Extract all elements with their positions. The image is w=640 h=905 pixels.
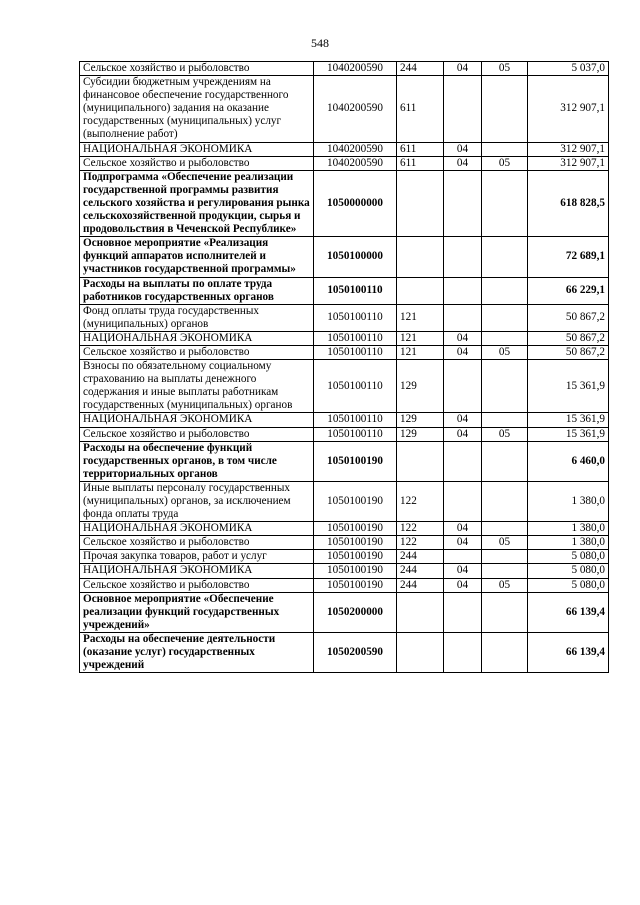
row-amount: 66 229,1 bbox=[528, 277, 609, 304]
row-section bbox=[444, 76, 482, 142]
row-subsection bbox=[482, 481, 528, 521]
row-amount: 15 361,9 bbox=[528, 360, 609, 413]
row-amount: 66 139,4 bbox=[528, 592, 609, 632]
table-row bbox=[80, 550, 609, 564]
table-row bbox=[80, 331, 609, 345]
row-expense-type: 121 bbox=[397, 331, 444, 345]
row-code: 1050100190 bbox=[314, 481, 397, 521]
row-subsection bbox=[482, 522, 528, 536]
row-expense-type: 122 bbox=[397, 536, 444, 550]
row-section: 04 bbox=[444, 62, 482, 76]
row-subsection: 05 bbox=[482, 156, 528, 170]
row-name: Сельское хозяйство и рыболовство bbox=[80, 345, 314, 359]
row-subsection bbox=[482, 331, 528, 345]
row-subsection bbox=[482, 413, 528, 427]
row-code: 1050100110 bbox=[314, 277, 397, 304]
row-subsection bbox=[482, 550, 528, 564]
table-row bbox=[80, 592, 609, 632]
row-code: 1050100190 bbox=[314, 522, 397, 536]
row-subsection: 05 bbox=[482, 62, 528, 76]
row-section bbox=[444, 592, 482, 632]
row-amount: 5 080,0 bbox=[528, 564, 609, 578]
row-name: Расходы на обеспечение деятельности (оказание услуг) государственных учреждений bbox=[80, 632, 314, 672]
row-section: 04 bbox=[444, 142, 482, 156]
row-subsection bbox=[482, 304, 528, 331]
row-section: 04 bbox=[444, 156, 482, 170]
row-name: НАЦИОНАЛЬНАЯ ЭКОНОМИКА bbox=[80, 564, 314, 578]
row-expense-type: 244 bbox=[397, 578, 444, 592]
row-amount: 312 907,1 bbox=[528, 142, 609, 156]
row-amount: 50 867,2 bbox=[528, 331, 609, 345]
row-subsection bbox=[482, 564, 528, 578]
row-expense-type bbox=[397, 592, 444, 632]
row-expense-type: 122 bbox=[397, 481, 444, 521]
row-subsection bbox=[482, 441, 528, 481]
row-name: НАЦИОНАЛЬНАЯ ЭКОНОМИКА bbox=[80, 522, 314, 536]
row-code: 1050100110 bbox=[314, 413, 397, 427]
row-expense-type: 129 bbox=[397, 427, 444, 441]
row-expense-type: 129 bbox=[397, 360, 444, 413]
table-row bbox=[80, 277, 609, 304]
row-expense-type bbox=[397, 632, 444, 672]
row-name: Расходы на обеспечение функций государственных органов, в том числе территориальных органов bbox=[80, 441, 314, 481]
table-row bbox=[80, 578, 609, 592]
row-section: 04 bbox=[444, 536, 482, 550]
row-subsection bbox=[482, 142, 528, 156]
row-amount: 312 907,1 bbox=[528, 76, 609, 142]
row-amount: 312 907,1 bbox=[528, 156, 609, 170]
row-name: Сельское хозяйство и рыболовство bbox=[80, 427, 314, 441]
budget-table bbox=[79, 61, 609, 673]
row-name: Основное мероприятие «Реализация функций аппаратов исполнителей и участников государственной программы» bbox=[80, 237, 314, 277]
row-subsection bbox=[482, 277, 528, 304]
row-code: 1050100000 bbox=[314, 237, 397, 277]
table-row bbox=[80, 237, 609, 277]
row-code: 1050200590 bbox=[314, 632, 397, 672]
row-code: 1040200590 bbox=[314, 62, 397, 76]
row-expense-type: 129 bbox=[397, 413, 444, 427]
table-row bbox=[80, 413, 609, 427]
row-name: Сельское хозяйство и рыболовство bbox=[80, 578, 314, 592]
table-row bbox=[80, 522, 609, 536]
row-name: Основное мероприятие «Обеспечение реализации функций государственных учреждений» bbox=[80, 592, 314, 632]
row-name: Сельское хозяйство и рыболовство bbox=[80, 156, 314, 170]
row-section bbox=[444, 304, 482, 331]
row-section: 04 bbox=[444, 331, 482, 345]
row-name: НАЦИОНАЛЬНАЯ ЭКОНОМИКА bbox=[80, 142, 314, 156]
row-code: 1050100110 bbox=[314, 427, 397, 441]
table-row bbox=[80, 360, 609, 413]
row-expense-type: 244 bbox=[397, 564, 444, 578]
row-section: 04 bbox=[444, 413, 482, 427]
row-code: 1040200590 bbox=[314, 156, 397, 170]
row-amount: 5 080,0 bbox=[528, 578, 609, 592]
row-expense-type: 121 bbox=[397, 304, 444, 331]
row-name: Субсидии бюджетным учреждениям на финансовое обеспечение государственного (муниципального) задания на оказание государственных (муниципальных) услуг (выполнение работ) bbox=[80, 76, 314, 142]
row-amount: 50 867,2 bbox=[528, 304, 609, 331]
row-section bbox=[444, 360, 482, 413]
row-name: НАЦИОНАЛЬНАЯ ЭКОНОМИКА bbox=[80, 413, 314, 427]
row-name: Взносы по обязательному социальному страхованию на выплаты денежного содержания и иные выплаты работникам государственных (муниципальных) органов bbox=[80, 360, 314, 413]
row-code: 1050000000 bbox=[314, 170, 397, 236]
row-expense-type: 611 bbox=[397, 156, 444, 170]
row-amount: 72 689,1 bbox=[528, 237, 609, 277]
row-section: 04 bbox=[444, 564, 482, 578]
row-amount: 5 037,0 bbox=[528, 62, 609, 76]
table-row bbox=[80, 76, 609, 142]
row-subsection bbox=[482, 592, 528, 632]
row-code: 1050100190 bbox=[314, 536, 397, 550]
row-expense-type: 611 bbox=[397, 76, 444, 142]
row-name: Прочая закупка товаров, работ и услуг bbox=[80, 550, 314, 564]
row-name: Фонд оплаты труда государственных (муниципальных) органов bbox=[80, 304, 314, 331]
row-name: Подпрограмма «Обеспечение реализации государственной программы развития сельского хозяйства и регулирования рынка сельскохозяйственной продукции, сырья и продовольствия в Чеченской Республике» bbox=[80, 170, 314, 236]
row-expense-type: 122 bbox=[397, 522, 444, 536]
row-amount: 15 361,9 bbox=[528, 427, 609, 441]
row-subsection bbox=[482, 76, 528, 142]
row-section bbox=[444, 170, 482, 236]
row-name: Расходы на выплаты по оплате труда работников государственных органов bbox=[80, 277, 314, 304]
row-subsection bbox=[482, 237, 528, 277]
table-row bbox=[80, 156, 609, 170]
row-code: 1040200590 bbox=[314, 76, 397, 142]
row-name: Сельское хозяйство и рыболовство bbox=[80, 62, 314, 76]
table-row bbox=[80, 481, 609, 521]
row-section bbox=[444, 441, 482, 481]
row-expense-type bbox=[397, 237, 444, 277]
row-code: 1050100190 bbox=[314, 550, 397, 564]
row-subsection: 05 bbox=[482, 427, 528, 441]
row-amount: 618 828,5 bbox=[528, 170, 609, 236]
row-section bbox=[444, 550, 482, 564]
row-name: НАЦИОНАЛЬНАЯ ЭКОНОМИКА bbox=[80, 331, 314, 345]
row-amount: 6 460,0 bbox=[528, 441, 609, 481]
row-code: 1050200000 bbox=[314, 592, 397, 632]
row-amount: 50 867,2 bbox=[528, 345, 609, 359]
table-row bbox=[80, 427, 609, 441]
row-section bbox=[444, 277, 482, 304]
row-expense-type: 611 bbox=[397, 142, 444, 156]
row-subsection: 05 bbox=[482, 578, 528, 592]
row-amount: 5 080,0 bbox=[528, 550, 609, 564]
row-code: 1050100110 bbox=[314, 360, 397, 413]
row-section: 04 bbox=[444, 522, 482, 536]
row-section: 04 bbox=[444, 578, 482, 592]
page-number: 548 bbox=[311, 36, 329, 50]
row-section: 04 bbox=[444, 345, 482, 359]
row-amount: 1 380,0 bbox=[528, 522, 609, 536]
row-section bbox=[444, 237, 482, 277]
row-amount: 1 380,0 bbox=[528, 481, 609, 521]
row-section bbox=[444, 481, 482, 521]
table-row bbox=[80, 564, 609, 578]
row-amount: 15 361,9 bbox=[528, 413, 609, 427]
row-expense-type bbox=[397, 441, 444, 481]
table-row bbox=[80, 170, 609, 236]
row-code: 1050100190 bbox=[314, 441, 397, 481]
row-code: 1050100190 bbox=[314, 564, 397, 578]
row-code: 1050100110 bbox=[314, 345, 397, 359]
row-expense-type: 121 bbox=[397, 345, 444, 359]
row-subsection bbox=[482, 360, 528, 413]
row-expense-type: 244 bbox=[397, 62, 444, 76]
row-name: Сельское хозяйство и рыболовство bbox=[80, 536, 314, 550]
row-subsection bbox=[482, 632, 528, 672]
row-expense-type bbox=[397, 170, 444, 236]
budget-table-body bbox=[80, 62, 609, 673]
row-code: 1050100190 bbox=[314, 578, 397, 592]
row-expense-type: 244 bbox=[397, 550, 444, 564]
table-row bbox=[80, 142, 609, 156]
table-row bbox=[80, 441, 609, 481]
row-code: 1050100110 bbox=[314, 331, 397, 345]
table-row bbox=[80, 304, 609, 331]
row-amount: 1 380,0 bbox=[528, 536, 609, 550]
table-row bbox=[80, 536, 609, 550]
row-subsection: 05 bbox=[482, 345, 528, 359]
table-row bbox=[80, 345, 609, 359]
row-expense-type bbox=[397, 277, 444, 304]
row-name: Иные выплаты персоналу государственных (муниципальных) органов, за исключением фонда оплаты труда bbox=[80, 481, 314, 521]
table-row bbox=[80, 62, 609, 76]
row-subsection: 05 bbox=[482, 536, 528, 550]
row-section bbox=[444, 632, 482, 672]
row-code: 1050100110 bbox=[314, 304, 397, 331]
row-code: 1040200590 bbox=[314, 142, 397, 156]
row-amount: 66 139,4 bbox=[528, 632, 609, 672]
table-row bbox=[80, 632, 609, 672]
row-subsection bbox=[482, 170, 528, 236]
row-section: 04 bbox=[444, 427, 482, 441]
